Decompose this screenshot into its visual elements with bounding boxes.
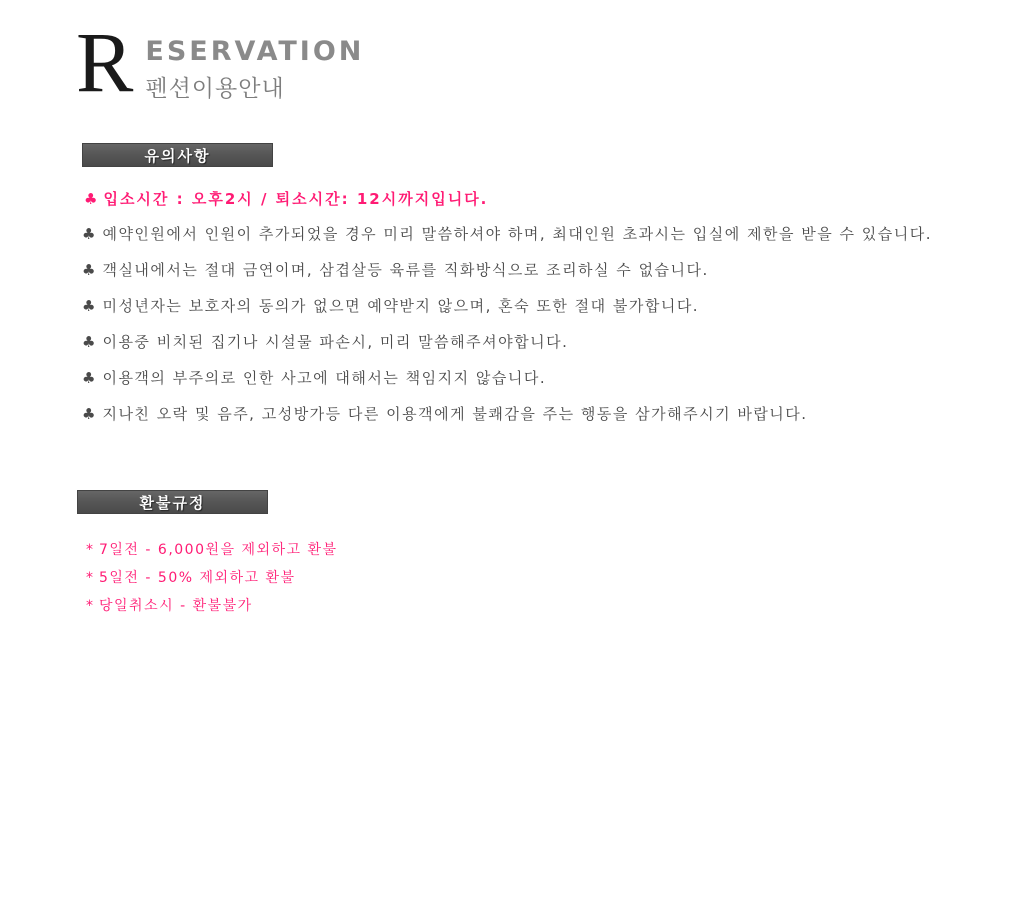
asterisk-bullet-icon: * [86,542,93,558]
notice-item [82,259,709,280]
notice-item [82,403,808,424]
notice-item [82,295,699,316]
refund-item [86,567,296,587]
refund-item [86,539,338,559]
logo-word: ESERVATION [145,36,365,67]
logo-subtitle: 펜션이용안내 [145,76,285,102]
club-bullet-icon: ♣ [82,405,96,423]
asterisk-bullet-icon: * [86,598,93,614]
refund-item [86,595,253,615]
refund-item-text: 당일취소시 - 환불불가 [99,598,253,614]
club-bullet-icon: ♣ [82,369,96,387]
club-bullet-icon: ♣ [82,261,96,279]
notice-item-text: 지나친 오락 및 음주, 고성방가등 다른 이용객에게 불쾌감을 주는 행동을 삼가해주시기 바랍니다. [102,405,808,423]
refund-item-text: 5일전 - 50% 제외하고 환불 [99,570,296,586]
club-bullet-icon: ♣ [82,225,96,243]
notice-item-text: 예약인원에서 인원이 추가되었을 경우 미리 말씀하셔야 하며, 최대인원 초과시는 입실에 제한을 받을 수 있습니다. [102,225,933,243]
notice-item [82,331,568,352]
notice-item [82,367,546,388]
notice-item [82,223,932,244]
notice-section-title: 유의사항 [144,146,211,165]
refund-section-title: 환불규정 [139,493,206,512]
notice-item-text: 미성년자는 보호자의 동의가 없으면 예약받지 않으며, 혼숙 또한 절대 불가합니다. [102,297,700,315]
logo-initial-letter: R [76,14,134,110]
club-bullet-icon: ♣ [82,333,96,351]
club-bullet-icon: ♣ [84,190,98,208]
logo-text-block [145,28,364,103]
club-bullet-icon: ♣ [82,297,96,315]
refund-section-header [77,490,268,514]
notice-item-text: 이용중 비치된 집기나 시설물 파손시, 미리 말씀해주셔야합니다. [102,333,569,351]
checkin-checkout-text: 입소시간 : 오후2시 / 퇴소시간: 12시까지입니다. [103,190,489,208]
checkin-checkout-highlight [84,188,488,209]
refund-item-text: 7일전 - 6,000원을 제외하고 환불 [99,542,338,558]
notice-section-header [82,143,273,167]
asterisk-bullet-icon: * [86,570,93,586]
notice-item-text: 객실내에서는 절대 금연이며, 삼겹살등 육류를 직화방식으로 조리하실 수 없습니다. [102,261,709,279]
reservation-logo [76,14,365,110]
notice-item-text: 이용객의 부주의로 인한 사고에 대해서는 책임지지 않습니다. [102,369,547,387]
